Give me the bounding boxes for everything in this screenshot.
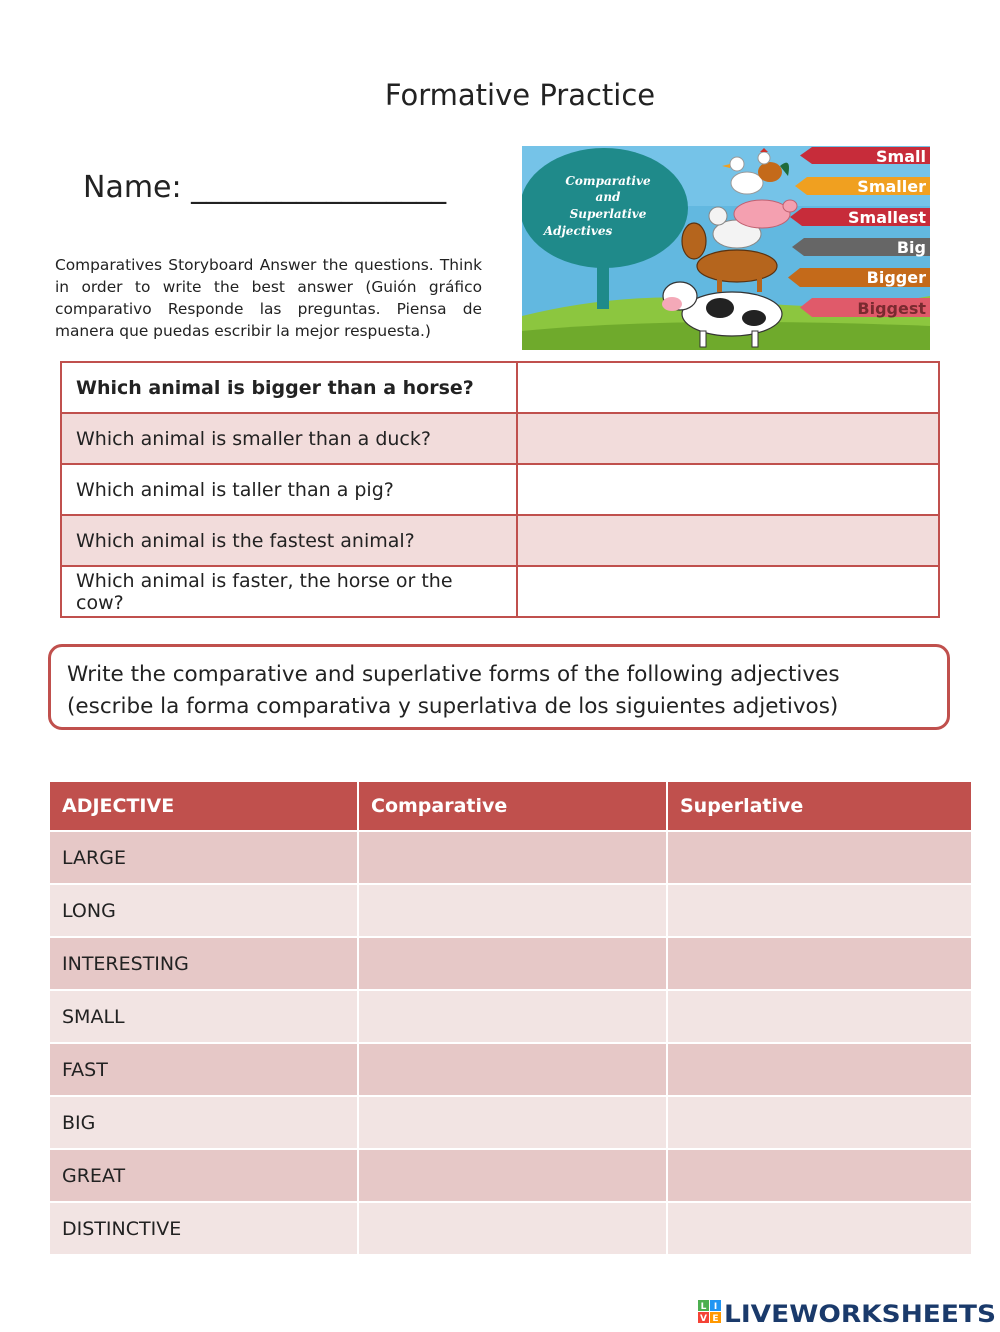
adjective-cell: GREAT <box>50 1149 358 1202</box>
table-row <box>50 990 971 1043</box>
header-comparative: Comparative <box>358 782 667 831</box>
comparative-answer-cell[interactable] <box>358 831 667 884</box>
svg-text:L: L <box>700 1302 707 1312</box>
tree-text-line: Adjectives <box>543 224 613 238</box>
superlative-answer-cell[interactable] <box>667 1149 971 1202</box>
tree-text-line: Superlative <box>569 207 647 221</box>
superlative-answer-cell[interactable] <box>667 884 971 937</box>
table-row <box>50 831 971 884</box>
question-cell: Which animal is smaller than a duck? <box>61 413 517 464</box>
superlative-answer-cell[interactable] <box>667 1043 971 1096</box>
header-adjective: ADJECTIVE <box>50 782 358 831</box>
table-row <box>61 515 939 566</box>
adjective-cell: BIG <box>50 1096 358 1149</box>
superlative-answer-cell[interactable] <box>667 1202 971 1255</box>
arrow-label: Big <box>896 238 926 257</box>
logo-blocks-icon <box>698 1300 721 1324</box>
superlative-answer-cell[interactable] <box>667 937 971 990</box>
table-header-row <box>50 782 971 831</box>
answer-cell[interactable] <box>517 566 939 617</box>
comparative-answer-cell[interactable] <box>358 937 667 990</box>
adjectives-table <box>50 782 971 1256</box>
arrow-label: Small <box>876 147 926 166</box>
question-cell: Which animal is bigger than a horse? <box>61 362 517 413</box>
table-row <box>50 1202 971 1255</box>
comparative-adjectives-illustration <box>522 146 930 350</box>
comparative-answer-cell[interactable] <box>358 1043 667 1096</box>
tree-text-line: and <box>595 190 621 204</box>
table-row <box>50 937 971 990</box>
table-row <box>61 566 939 617</box>
svg-text:V: V <box>700 1314 707 1324</box>
adjectives-instruction-box: Write the comparative and superlative forms of the following adjectives (escribe la forma comparativa y superlativa de los siguientes adjetivos) <box>48 644 950 730</box>
superlative-answer-cell[interactable] <box>667 831 971 884</box>
superlative-answer-cell[interactable] <box>667 990 971 1043</box>
questions-table <box>60 361 940 618</box>
name-field-label: Name: _________________ <box>83 170 447 205</box>
liveworksheets-logo <box>698 1296 998 1328</box>
answer-cell[interactable] <box>517 464 939 515</box>
comparative-answer-cell[interactable] <box>358 884 667 937</box>
page-title: Formative Practice <box>384 78 656 112</box>
table-row <box>61 362 939 413</box>
pig <box>734 200 790 228</box>
rooster <box>758 162 782 182</box>
table-row <box>50 1149 971 1202</box>
comparative-answer-cell[interactable] <box>358 1096 667 1149</box>
table-row <box>61 413 939 464</box>
adjective-cell: LARGE <box>50 831 358 884</box>
answer-cell[interactable] <box>517 515 939 566</box>
instructions-text: Comparatives Storyboard Answer the questions. Think in order to write the best answer (Guión gráfico comparativo Responde las preguntas. Piensa de manera que puedas escribir la mejor respuesta.) <box>55 256 482 340</box>
arrow-label: Smallest <box>848 208 926 227</box>
svg-text:E: E <box>712 1314 719 1324</box>
arrow-label: Smaller <box>857 177 926 196</box>
question-cell: Which animal is faster, the horse or the cow? <box>61 566 517 617</box>
adjective-cell: LONG <box>50 884 358 937</box>
superlative-answer-cell[interactable] <box>667 1096 971 1149</box>
arrow-label: Biggest <box>857 299 926 318</box>
adjective-cell: SMALL <box>50 990 358 1043</box>
answer-cell[interactable] <box>517 362 939 413</box>
table-row <box>50 1043 971 1096</box>
comparative-answer-cell[interactable] <box>358 1202 667 1255</box>
adjective-cell: FAST <box>50 1043 358 1096</box>
table-row <box>61 464 939 515</box>
header-superlative: Superlative <box>667 782 971 831</box>
tree-text-line: Comparative <box>565 174 651 188</box>
arrow-label: Bigger <box>866 268 926 287</box>
duck <box>731 172 763 194</box>
comparative-answer-cell[interactable] <box>358 990 667 1043</box>
svg-text:I: I <box>713 1302 718 1312</box>
comparative-answer-cell[interactable] <box>358 1149 667 1202</box>
horse <box>697 250 777 282</box>
table-row <box>50 884 971 937</box>
answer-cell[interactable] <box>517 413 939 464</box>
adjective-cell: INTERESTING <box>50 937 358 990</box>
question-cell: Which animal is taller than a pig? <box>61 464 517 515</box>
adjective-cell: DISTINCTIVE <box>50 1202 358 1255</box>
question-cell: Which animal is the fastest animal? <box>61 515 517 566</box>
table-row <box>50 1096 971 1149</box>
brand-name: LIVEWORKSHEETS <box>724 1300 996 1328</box>
